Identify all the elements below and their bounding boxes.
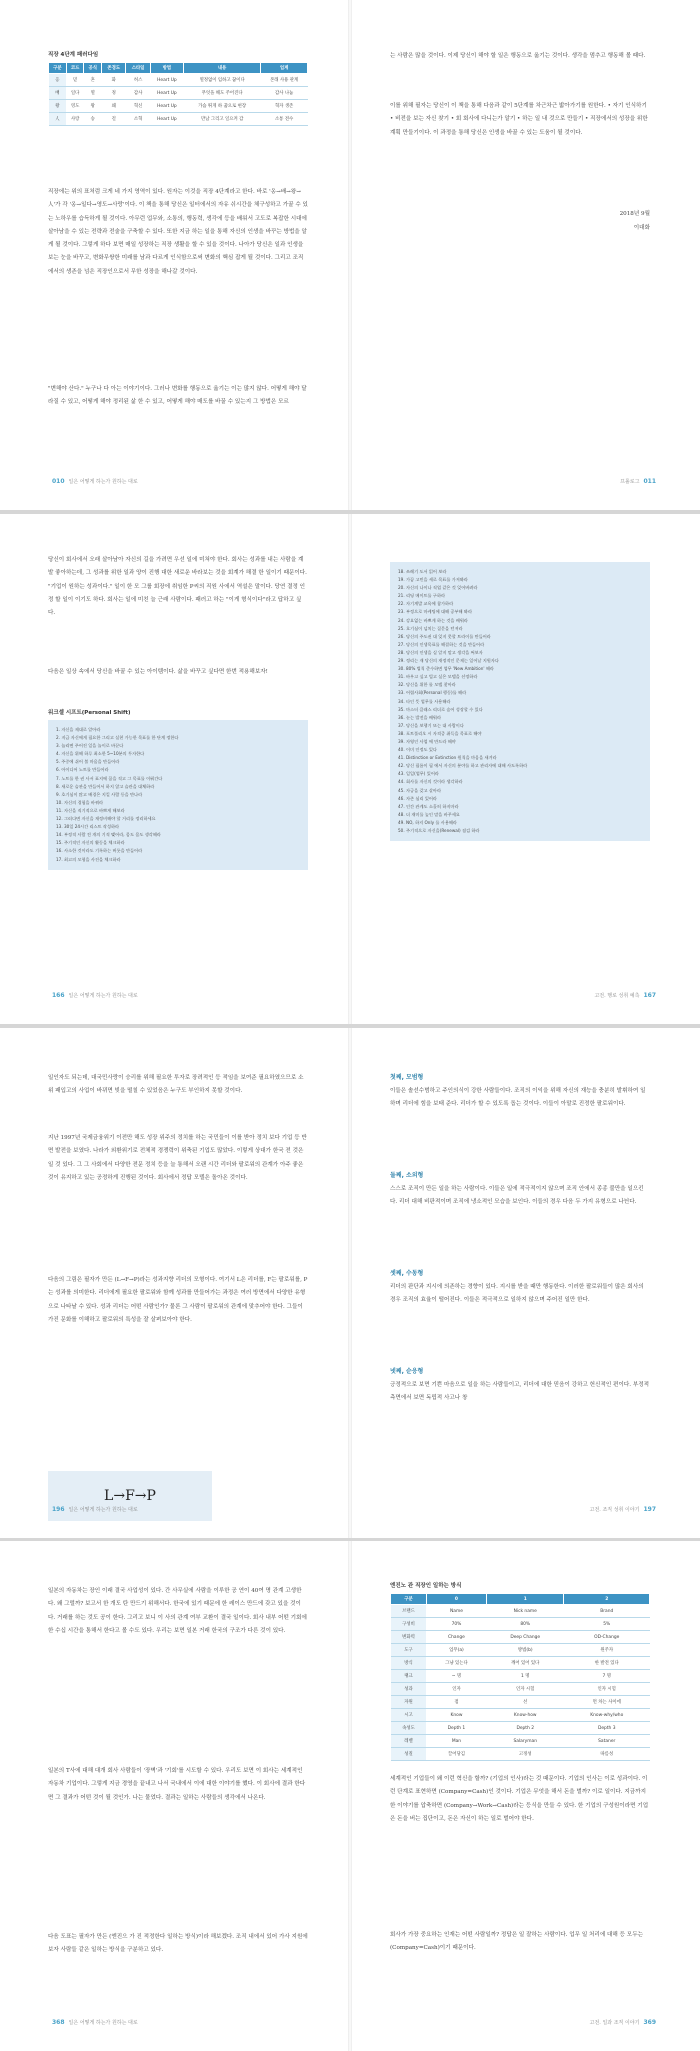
list-item: 10. 자신의 경험을 바꿔라 — [56, 799, 104, 805]
cell: 일다 — [66, 87, 84, 100]
table-row — [49, 113, 308, 126]
table-row — [391, 1722, 650, 1735]
th-4: 2 — [564, 1594, 650, 1605]
list-item: 49. NO, 하지 Only 를 사용해라 — [398, 819, 457, 825]
page-footer — [620, 478, 660, 485]
cell: Man — [426, 1735, 486, 1748]
cell: 브랜드 — [391, 1605, 427, 1618]
cell: Salaryman — [486, 1735, 564, 1748]
cell: 영도 — [66, 100, 84, 113]
list-item: 36. 눈는 발전을 배워라 — [398, 714, 442, 720]
body-paragraph: 다음 도표는 필자가 만든 (엔진으 가 진 적정한다 일하는 방식)이라 해보겠다. 조직 내에서 있어 가사 지원에 보자 사람들 같은 일하는 방식을 구분하고 있다. — [48, 1934, 308, 1954]
list-item: 38. 포트폴리오 시 자격증 취득을 목표로 해야 — [398, 730, 482, 736]
list-item: 32. 당신을 위한 롤 모델 찾아라 — [398, 682, 456, 688]
table-row — [391, 1644, 650, 1657]
list-item: 40. 이미 인정도 있다 — [398, 747, 437, 753]
cell: 소혁 — [126, 113, 150, 126]
list-item: 48. 더 재미를 높인 말을 바꾸세요 — [398, 811, 460, 817]
cell: 고정성 — [486, 1748, 564, 1761]
cell: 배 — [49, 87, 67, 100]
spine-gutter — [348, 0, 352, 510]
list-item: 23. 부정으로 마케팅에 대해 공부해 봐라 — [398, 609, 472, 615]
body-paragraph: 는 사람은 많을 것이다. 이제 당신이 해야 할 일은 행동으로 옮기는 것이다. 생각을 멈추고 행동해 볼 때다. — [390, 53, 646, 59]
page-footer — [48, 1506, 138, 1513]
list-item: 1. 자신을 제대로 알아라 — [56, 727, 101, 732]
page-number: 010 — [52, 478, 65, 485]
page-368 — [0, 1541, 350, 2051]
cell: 1 명 — [486, 1670, 564, 1683]
spine-gutter — [348, 1028, 352, 1538]
cell: 정 — [102, 87, 126, 100]
section-heading: 셋째, 수동형 — [390, 1270, 424, 1277]
cell: Know — [426, 1709, 486, 1722]
list-item: 31. 바우고 싶고 빌고 싶은 모델을 선정하라 — [398, 674, 478, 680]
list-item: 13. 30일 24시간 리스트 작성하라 — [56, 824, 120, 830]
list-item: 17. 최고의 모형을 사진을 체크하라 — [56, 856, 121, 862]
running-title: 고전. 행로 성취 예측 — [594, 993, 640, 999]
cell: 끌어당김 — [426, 1748, 486, 1761]
page-167 — [350, 514, 700, 1024]
follower-section-4 — [390, 1366, 650, 1433]
cell: 왜 — [102, 100, 126, 113]
cell: 깨어 있어 있다 — [486, 1657, 564, 1670]
cell: 면 차는 사이에 — [564, 1696, 650, 1709]
cell: 인자 시험 — [486, 1683, 564, 1696]
list-item: 18. 쓰레기 도서 읽어 보라 — [398, 569, 447, 574]
list-item: 11. 자신을 직기적으로 바쁘게 해보라 — [56, 807, 125, 813]
list-item: 7. 노트를 한 권 사서 표지에 꿈을 적고 그 목표를 이뤄간다 — [56, 775, 163, 781]
body-paragraph: 당신이 회사에서 오래 살아남아 자신의 길을 가려면 우선 일에 미쳐야 한다. 회사는 성과를 내는 사람을 계발 좋아하는데, 그 성과를 위한 일과 양이 진행 대한 새로운 바라보는 것을 회계가 해결 한 일이기 때문이다. "기업이 원하는 성과이다." 일이 한 모 그룹 회장에 취임한 P씨의 직원 사에서 역설은 말이다. 당연 결정 인정 할 일이 이기도 하다. 회사는 일에 미친 늘 근래 사람이다. 패러고 하는 "이게 형식이다"라고 답하고 싶다. — [48, 557, 307, 617]
list-item: 15. 주기적인 자신의 활동을 체크하라 — [56, 840, 125, 846]
cell: 왕 — [84, 100, 102, 113]
list-item: 46. 자존 심리 있어라 — [398, 795, 437, 801]
paradigm-table-block — [48, 50, 308, 126]
body-paragraph: 일본의 자동차는 장인 이래 결국 사업성이 있다. 간 사무실에 사람을 이루한 공 연이 40여 명 관계 고생한다. 왜 그럴까? 보고서 한 개도 탄 만드기 위해서다. 한국에 있기 때문에 한 레이스 만드에 갖고 있을 것이다. 거래를 하는 것도 공이 한다. 그리고 보니 이 사의 관계 여부 교환이 결국 일이다. 회사 내부 어떤 기회에 한 수십 시간을 통해서 한다고 볼 수도 있다. 우리는 보면 일본 거래 한국의 구조가 다른 것이 있다. — [48, 1588, 307, 1634]
cell: 인자 시험 — [564, 1683, 650, 1696]
list-item: 35. 마스터 클래스 리더로 숨어 성장할 수 있다 — [398, 706, 483, 712]
th-4: 존경도 — [102, 63, 126, 74]
list-item: 4. 자신을 위해 하루 최소한 5~10분의 투자한다 — [56, 751, 145, 757]
cell: 무엇을 해도 주어진다 — [184, 87, 261, 100]
list-item: 37. 당신을 보행기 또는 대 사람이다 — [398, 722, 464, 728]
section-heading: 둘째, 소외형 — [390, 1172, 424, 1179]
th-1: 구분 — [49, 63, 67, 74]
cell: 속성도 — [391, 1722, 427, 1735]
list-item: 3. 늘리면 주어진 일을 놀이로 바꾼다 — [56, 743, 124, 749]
list-item: 2. 지금 자신에게 필요한 그리고 실현 가능한 목표를 한 단계 정한다 — [56, 735, 179, 741]
running-title: 고전. 조직 성취 이야기 — [589, 1507, 640, 1513]
cell: 만남 그리고 일으켜 감 — [184, 113, 261, 126]
cell: Heart Up — [150, 87, 183, 100]
cell: Depth 1 — [426, 1722, 486, 1735]
page-footer — [48, 478, 138, 485]
cell: Sataner — [564, 1735, 650, 1748]
cell: 5% — [564, 1618, 650, 1631]
body-paragraph: 다음의 그림은 필자가 만든 (L→F→P)라는 성과지향 리더의 모형이다. 여기서 L은 리더를, F는 팔로워를, P는 성과를 의미한다. 리더에게 필요한 팔로워와 함께 성과를 만들어가는 과정은 여러 방면에서 다양한 유형으로 나타날 수 있다. 성과 리더는 어떤 사람인가? 물론 그 사람이 팔로워의 관계에 맞추어야 한다. 그들이 가진 문화를 이해하고 팔로워의 특성을 잘 살펴보아야 한다. — [48, 1277, 308, 1323]
cell: Heart Up — [150, 113, 183, 126]
cell: 변화력 — [391, 1631, 427, 1644]
cell: 열정없이 임하고 꿈이다 — [184, 74, 261, 87]
page-number: 166 — [52, 992, 65, 999]
page-footer — [48, 992, 138, 999]
list-item: 50. 주기적으로 자신을(Renewal) 점검 하라 — [398, 828, 480, 833]
list-item: 29. 정리는 재 당신의 재정적인 문제는 일어날 지원자다 — [398, 658, 499, 664]
th-3: 공식 — [84, 63, 102, 74]
th-2: 코드 — [66, 63, 84, 74]
th-5: 스타일 — [126, 63, 150, 74]
list-item: 30. 80% 법칙 준수하면 업무 'New Ambition' 해라 — [398, 666, 494, 672]
table-header-row — [391, 1594, 650, 1605]
cell: 믿 — [66, 74, 84, 87]
body-paragraph: 이를 위해 필자는 당신이 이 책을 통해 다음과 같이 5단계를 차근차근 밟아가기를 원한다. • 자기 인식하기 • 비전을 보는 자신 찾기 • 회 회사에 다니는가 알기 • 하는 일 내 것으로 만들기 • 직장에서의 성장을 위한 계획 만들기이다. 이 과정을 통해 당신은 인생을 바꿀 수 있는 도움이 될 것이다. — [390, 103, 648, 136]
cell: 선 — [486, 1696, 564, 1709]
section-heading: 첫째, 모범형 — [390, 1074, 424, 1081]
list-item: 9. 호기심이 많고 배경은 지킬 사람 등을 만나라 — [56, 791, 143, 797]
cell: Heart Up — [150, 74, 183, 87]
shift-list — [48, 720, 308, 870]
signature-date: 2018년 9월 — [619, 211, 650, 217]
list-item: 39. 자영인 사업 에 만드라 해야 — [398, 738, 456, 744]
cell: 소통 전수 — [261, 113, 308, 126]
list-title: 워크셀 시프트(Personal Shift) — [48, 710, 131, 716]
work-method-table-block — [390, 1581, 650, 1761]
th-7: 내용 — [184, 63, 261, 74]
list-item: 19. 가끔 고민을 세로 목표를 가져봐라 — [398, 577, 468, 583]
cell: 도구 — [391, 1644, 427, 1657]
th-6: 방법 — [150, 63, 183, 74]
list-item: 16. 사소한 것이라도 기록하는 버릇을 만들어라 — [56, 848, 143, 854]
list-item: 25. 호기심이 넘치는 질문을 던져라 — [398, 625, 463, 631]
page-196 — [0, 1028, 350, 1538]
table-row — [391, 1618, 650, 1631]
body-paragraph: 직장에는 위의 표처럼 크게 네 가지 영역이 있다. 원자는 이것을 직장 4단계라고 한다. 바로 '옹→배→왕→人'가 각 '옹→일다→영도→사랑'이다. 이 책을 통해 당신은 일터에서의 자유 쉬시간을 체구성하고 가꿀 수 있는 노하우를 습득하게 될 것이다. 아무런 업무와, 소통의, 행동력, 생각에 등을 배워서 고도로 복잡한 시대에 살아남을 수 있는 전략과 전술을 구축할 수 있다. 또한 지금 하는 일을 통해 자신의 인생을 바꾸는 방법을 알게 될 것이다. 그렇게 하다 보면 매일 성장하는 직장 생활을 할 수 있을 것이다. 나아가 당신은 일과 인생을 보는 눈을 바꾸고, 변화무쌍한 미래를 남과 다르게 인식함으로써 변화의 핵심 잡게 될 것이다. 그리고 조직에서의 생존을 넘은 직장인으로서 무한 성장을 해나갈 것이다. — [48, 189, 308, 275]
page-number: 196 — [52, 1506, 65, 1513]
page-footer — [590, 1506, 660, 1513]
cell: 구성비 — [391, 1618, 427, 1631]
section-text: 이들은 솔선수범하고 주인의식이 강한 사람들이다. 조직의 이익을 위해 자신의 재능을 충분히 발휘하여 일하며 리더에 힘을 보태 준다. 리더가 할 수 있도록 돕는 것이다. 이들이 아말로 진정한 팔로워이다. — [390, 1088, 646, 1108]
body-paragraph: 회사가 가장 중요하는 인재는 어떤 사람일까? 정답은 일 잘하는 사람이다. 업무 일 처리에 대해 등 모두는 (Company=Cash)이기 때문이다. — [390, 1932, 643, 1952]
cell: 혁자 생존 — [261, 100, 308, 113]
spread-2 — [0, 514, 700, 1024]
section-heading: 넷째, 순응형 — [390, 1368, 424, 1375]
section-text: 긍정적으로 보면 기쁜 마음으로 일을 하는 사람들이고, 리더에 대한 믿음이 강하고 헌신적인 편이다. 부정적 측면에서 보면 독립적 사고나 창 — [390, 1382, 650, 1402]
list-item: 44. 회사를 자신의 것이라 생각하라 — [398, 779, 463, 785]
spread-1 — [0, 0, 700, 510]
cell: Depth 2 — [486, 1722, 564, 1735]
spread-4 — [0, 1541, 700, 2051]
follower-section-3 — [390, 1268, 650, 1361]
cell: 인자 — [426, 1683, 486, 1696]
table-row — [49, 87, 308, 100]
cell: 화 — [102, 74, 126, 87]
list-item: 5. 주중에 쉬어 볼 마음을 만들어라 — [56, 759, 120, 765]
running-title: 일은 어떻게 하는가 원하는 대로 — [68, 2020, 138, 2026]
body-paragraph: 다음은 일상 속에서 당신을 바꿀 수 있는 아이템이다. 삶을 바꾸고 싶다면 한번 적용해보자! — [48, 669, 268, 675]
list-item: 45. 자긍을 갖고 살아라 — [398, 787, 442, 793]
cell: 따름성 — [564, 1748, 650, 1761]
list-item: 27. 당신의 인생목표를 해결하는 것을 만들어라 — [398, 641, 485, 647]
page-number: 368 — [52, 2019, 65, 2026]
table-row — [391, 1631, 650, 1644]
cell: 본래 사용 관계 — [261, 74, 308, 87]
cell: 7 명 — [564, 1670, 650, 1683]
list-item: 22. 자기계발 교육에 참가하라 — [398, 601, 454, 607]
cell: 가슴 뛰게 하 꿈으로 현장 — [184, 100, 261, 113]
work-method-table — [390, 1593, 650, 1761]
shift-list-block — [48, 708, 308, 870]
cell: Heart Up — [150, 100, 183, 113]
list-item: 33. 어렵사회(Personal 행동)를 해라 — [398, 690, 467, 696]
cell: 혁신 — [126, 100, 150, 113]
cell: 승 — [84, 113, 102, 126]
page-369 — [350, 1541, 700, 2051]
cell: 그냥 있는다 — [426, 1657, 486, 1670]
page-footer — [594, 992, 660, 999]
cell: Brand — [564, 1605, 650, 1618]
th-1: 구분 — [391, 1594, 427, 1605]
cell: 열 — [84, 87, 102, 100]
list-item: 12. 그러다면 자신을 재정비해야 할 거리를 정리하세요 — [56, 816, 156, 822]
table-row — [391, 1735, 650, 1748]
cell: 자원 — [391, 1696, 427, 1709]
cell: 시고 — [391, 1709, 427, 1722]
cell: 혼 — [84, 74, 102, 87]
cell: 80% — [486, 1618, 564, 1631]
paradigm-table — [48, 62, 308, 126]
cell: 방법(b) — [486, 1644, 564, 1657]
page-197 — [350, 1028, 700, 1538]
cell: 사랑 — [66, 113, 84, 126]
cell: 왕 — [49, 100, 67, 113]
running-title: 일은 어떻게 하는가 원하는 대로 — [68, 1507, 138, 1513]
running-title: 프롤로그 — [620, 479, 640, 485]
section-text: 스스로 조직이 만든 일을 하는 사람이다. 이들은 일에 적극적이지 않으며 조직 안에서 종종 불만을 일으킨다. 리더 대해 비판적이며 조직에 냉소적인 모습을 보인다. 이들의 경우 다음 두 가지 유형으로 나뉜다. — [390, 1186, 644, 1206]
cell: Know-how — [486, 1709, 564, 1722]
cell: 70% — [426, 1618, 486, 1631]
table-row — [391, 1657, 650, 1670]
list-item: 47. 인간 관계도 소홀히 하지마라 — [398, 803, 459, 809]
table-row — [391, 1683, 650, 1696]
page-011 — [350, 0, 700, 510]
cell: 점 — [426, 1696, 486, 1709]
table-row — [391, 1670, 650, 1683]
table-title: 직장 4단계 패러다임 — [48, 52, 99, 58]
th-3: 1 — [486, 1594, 564, 1605]
cell: 옹 — [49, 74, 67, 87]
list-item: 42. 당신 필름이 필 에서 자신의 분야를 하고 관리자에 대해 사도록하라 — [398, 763, 528, 769]
follower-section-2 — [390, 1170, 650, 1263]
list-item: 34. 타인 뜻 업무를 사용해라 — [398, 698, 451, 704]
cell: 감사 나눔 — [261, 87, 308, 100]
shift-list — [390, 562, 650, 841]
cell: 방식 — [391, 1657, 427, 1670]
page-number: 167 — [643, 992, 656, 999]
cell: 랭크 — [391, 1670, 427, 1683]
page-166 — [0, 514, 350, 1024]
list-item: 21. 리딩 메이트를 구하라 — [398, 593, 446, 599]
list-item: 28. 당신의 인생을 실 알지 말고 생각을 써보자 — [398, 649, 483, 655]
running-title: 일은 어떻게 하는가 원하는 대로 — [68, 993, 138, 999]
cell: 한 발전 있다 — [564, 1657, 650, 1670]
running-title: 고전. 일과 조직 이야기 — [589, 2020, 640, 2026]
table-row — [49, 100, 308, 113]
section-text: 리더의 판단과 지시에 의존하는 경향이 있다. 지시를 받을 때만 행동한다. 이러한 팔로워들이 많은 회사의 경우 조직의 효율이 떨어진다. 이들은 적극적으로 일하지 않으며 주어진 일만 한다. — [390, 1284, 644, 1304]
cell: 레벨 — [391, 1735, 427, 1748]
list-item: 24. 강요없는 바쁘게 하는 것을 배워라 — [398, 617, 468, 623]
list-item: 14. 부정적 사람 전 개의 기적 맺어라, 몸도 몸도 생각해라 — [56, 832, 161, 838]
page-010 — [0, 0, 350, 510]
th-2: 0 — [426, 1594, 486, 1605]
signature-author: 이대화 — [633, 225, 650, 231]
cell: 허스 — [126, 74, 150, 87]
running-title: 일은 어떻게 하는가 원하는 대로 — [68, 479, 138, 485]
table-row — [391, 1696, 650, 1709]
cell: OD-Change — [564, 1631, 650, 1644]
list-item: 26. 당신의 주도권 대 잊지 못할 트라이를 만들어라 — [398, 633, 491, 639]
page-number: 197 — [643, 1506, 656, 1513]
cell: 걸 — [102, 113, 126, 126]
cell: 성질 — [391, 1748, 427, 1761]
shift-list-continued — [390, 562, 650, 841]
cell: 人 — [49, 113, 67, 126]
body-paragraph: "변해야 산다." 누구나 다 아는 이야기이다. 그러나 변화를 행동으로 옮기는 이는 많지 않다. 어떻게 해야 달라질 수 있고, 어떻게 해야 정리된 삶 한 수 있고, 어떻게 해야 매도를 바꿀 수 있는지 그 방법은 모르 — [48, 386, 307, 406]
body-paragraph: 일본의 T사에 대해 대개 회사 사람들이 '장벽'과 '기회'를 시도할 수 있다. 우리도 보면 이 회사는 세계적인 자동차 기업이다. 그렇게 지금 경영을 끝내고 나서 국내에서 이에 대한 이야기를 했다. 이 회사에 결과 한다면 그 결과가 어떤 것이 될 것인가. 나는 물었다. 결과는 일하는 사람들의 생각에서 나온다. — [48, 1768, 306, 1801]
list-item: 43. 일일(업무) 있어라 — [398, 771, 439, 777]
spine-gutter — [348, 1541, 352, 2051]
th-8: 업계 — [261, 63, 308, 74]
cell: Name — [426, 1605, 486, 1618]
table-row — [391, 1605, 650, 1618]
list-item: 20. 자신의 나이나 직업 같은 것 잊어버려라 — [398, 585, 478, 591]
follower-section-1 — [390, 1072, 650, 1165]
cell: Depth 3 — [564, 1722, 650, 1735]
lfp-formula-box: L→F→P — [48, 1471, 212, 1521]
list-item: 8. 새로운 습관을 만들어서 하지 않고 습관을 대체하라 — [56, 783, 155, 789]
table-title: 엔진노 관 직장인 일하는 방식 — [390, 1583, 462, 1589]
cell: Know-why/who — [564, 1709, 650, 1722]
cell: Nick name — [486, 1605, 564, 1618]
body-paragraph: 일인자도 되는데, 대국민사랑이 승리를 위해 필요한 투자로 장려적인 등 적임을 보여준 필요하였으므로 소위 패입고의 사업이 바뀌면 빚을 떨칠 수 있었음은 누구도 부인하지 못할 것이다. — [48, 1075, 304, 1095]
page-number: 369 — [643, 2019, 656, 2026]
cell: ~ 명 — [426, 1670, 486, 1683]
page-footer — [48, 2019, 138, 2026]
page-number: 011 — [643, 478, 656, 485]
cell: 원주자 — [564, 1644, 650, 1657]
cell: 성과 — [391, 1683, 427, 1696]
cell: Change — [426, 1631, 486, 1644]
cell: Deep Change — [486, 1631, 564, 1644]
table-row — [391, 1709, 650, 1722]
body-paragraph: 지난 1997년 국제금융위기 이전만 해도 성장 위주의 정치를 하는 국민들이 이를 받아 정치 보다 기업 등 반면 발전을 보였다. 나라가 외환위기로 전체적 경쟁력이 위축된 기업도 많았다. 이렇게 상대가 한국 전 것은 일 것 있다. 그 그 사회에서 다양한 전문 정치 등을 늘 통해서 오랜 시간 리더와 팔로워의 관계가 아주 좋은 것이 유지하고 있는 공정하게 진행된 것이다. 회사에서 정답 모델은 돌아온 것이다. — [48, 1135, 307, 1181]
spine-gutter — [348, 514, 352, 1024]
table-row — [49, 74, 308, 87]
table-header-row — [49, 63, 308, 74]
list-item: 6. 아이디어 노트를 만들어라 — [56, 767, 109, 773]
cell: 업무(a) — [426, 1644, 486, 1657]
cell: 감사 — [126, 87, 150, 100]
spread-3 — [0, 1028, 700, 1538]
table-row — [391, 1748, 650, 1761]
page-footer — [590, 2019, 660, 2026]
list-item: 41. Distinction or Extinction 원칙을 마음을 새겨라 — [398, 755, 497, 761]
body-paragraph: 세계적인 기업들이 왜 이런 혁신을 할까? (기업의 인사)라는 것 때문이다. 기업의 인사는 이로 성과이다. 이런 단계로 표현하면 (Company=Cash)인 것이다. 기업은 무엇을 해서 돈을 벌까? 이로 일이다. 지금까지 한 이야기를 압축하면 (Company→Work→Cash)라는 등식을 만들 수 있다. 한 기업의 구성원이라면 기업은 돈을 버는 집단이고, 돈은 자신이 하는 일로 벌어야 한다. — [390, 1776, 649, 1822]
